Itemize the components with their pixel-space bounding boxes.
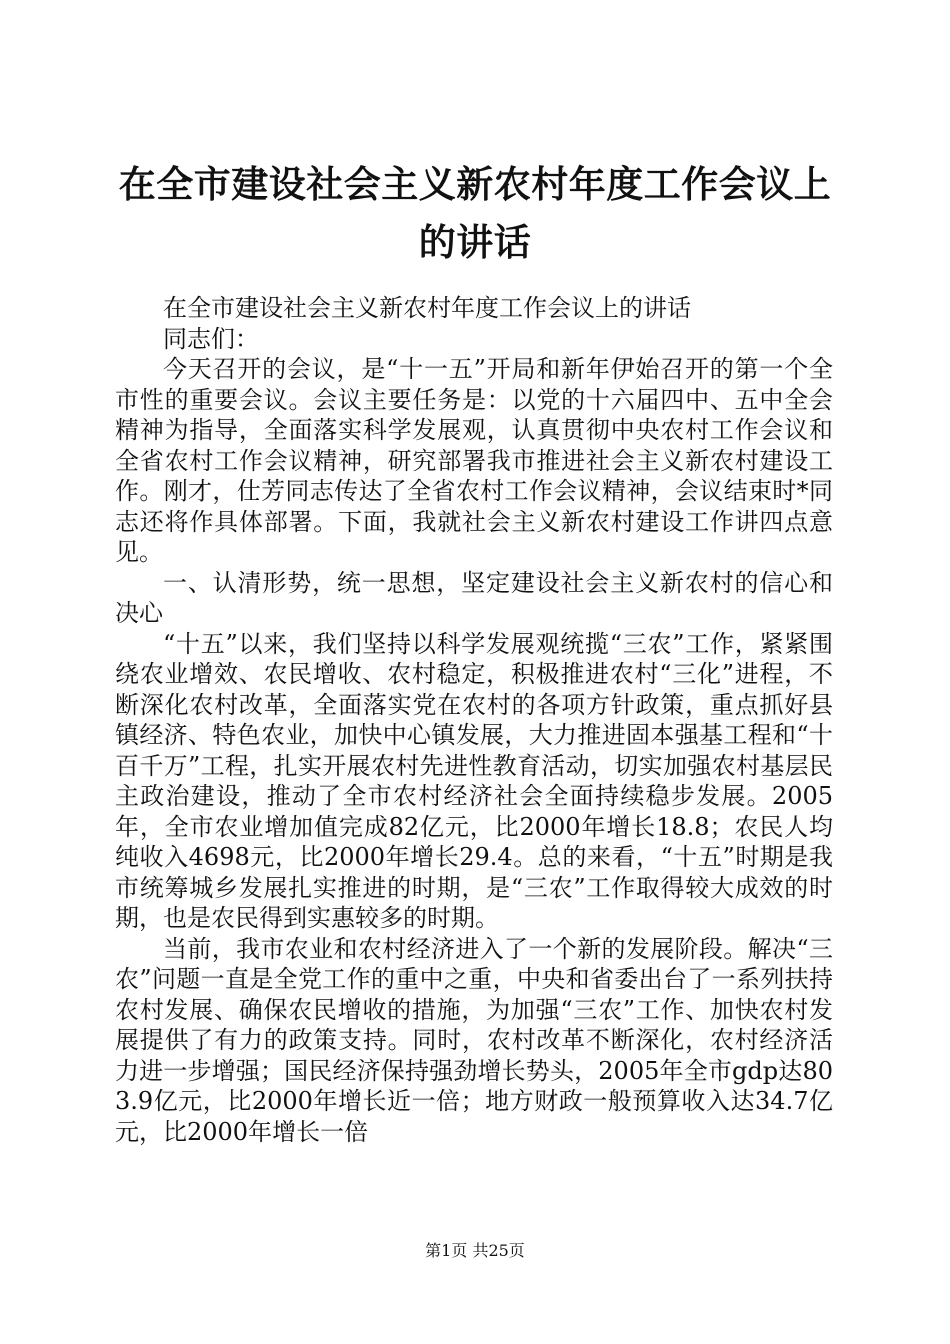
body-paragraph: “十五”以来，我们坚持以科学发展观统揽“三农”工作，紧紧围绕农业增效、农民增收、农村稳定，积极推进农村“三化”进程，不断深化农村改革，全面落实党在农村的各项方针政策，重点抓好县镇经济、特色农业，加快中心镇发展，大力推进固本强基工程和“十百千万”工程，扎实开展农村先进性教育活动，切实加强农村基层民主政治建设，推动了全市农村经济社会全面持续稳步发展。2005年，全市农业增加值完成82亿元，比2000年增长18.8；农民人均纯收入4698元，比2000年增长29.4。总的来看，“十五”时期是我市统筹城乡发展扎实推进的时期，是“三农”工作取得较大成效的时期，也是农民得到实惠较多的时期。 <box>115 629 833 932</box>
body-paragraph: 今天召开的会议，是“十一五”开局和新年伊始召开的第一个全市性的重要会议。会议主要任务是：以党的十六届四中、五中全会精神为指导，全面落实科学发展观，认真贯彻中央农村工作会议和全省农村工作会议精神，研究部署我市推进社会主义新农村建设工作。刚才，仕芳同志传达了全省农村工作会议精神，会议结束时*同志还将作具体部署。下面，我就社会主义新农村建设工作讲四点意见。 <box>115 355 833 566</box>
body-paragraph: 当前，我市农业和农村经济进入了一个新的发展阶段。解决“三农”问题一直是全党工作的重中之重，中央和省委出台了一系列扶持农村发展、确保农民增收的措施，为加强“三农”工作、加快农村发展提供了有力的政策支持。同时，农村改革不断深化，农村经济活力进一步增强；国民经济保持强劲增长势头，2005年全市gdp达803.9亿元，比2000年增长近一倍；地方财政一般预算收入达34.7亿元，比2000年增长一倍 <box>115 934 833 1146</box>
document-title: 在全市建设社会主义新农村年度工作会议上的讲话 <box>118 163 832 264</box>
section-heading: 一、认清形势，统一思想，坚定建设社会主义新农村的信心和决心 <box>115 568 833 627</box>
salutation-paragraph: 同志们： <box>163 324 259 353</box>
document-body <box>115 293 833 1147</box>
page-number-footer: 第1页 共25页 <box>425 1241 525 1260</box>
subtitle-paragraph: 在全市建设社会主义新农村年度工作会议上的讲话 <box>163 294 691 322</box>
